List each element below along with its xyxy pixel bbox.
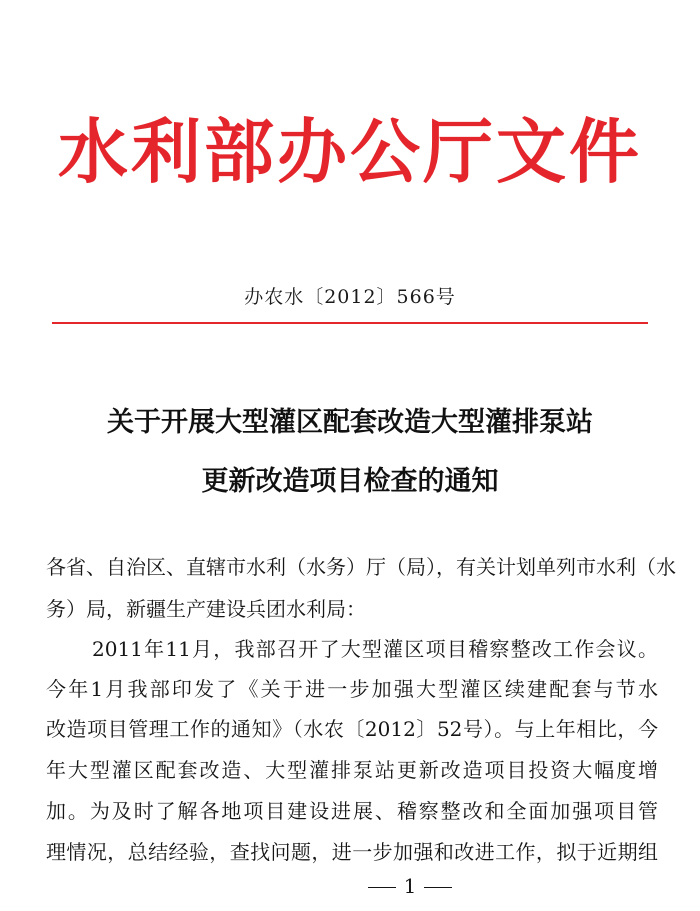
salutation-line-2: 务）局，新疆生产建设兵团水利局： <box>46 597 366 621</box>
paragraph-line-5: 加。为及时了解各地项目建设进展、稽察整改和全面加强项目管 <box>46 799 658 823</box>
paragraph-line-4: 年大型灌区配套改造、大型灌排泵站更新改造项目投资大幅度增 <box>46 758 658 782</box>
page-footer <box>0 872 700 900</box>
notice-title-line-2: 更新改造项目检查的通知 <box>201 466 499 497</box>
paragraph-line-3: 改造项目管理工作的通知》（水农〔2012〕52号）。与上年相比，今 <box>46 717 658 741</box>
page-number: 1 <box>403 874 417 898</box>
red-separator-line <box>52 322 648 324</box>
document-number: 办农水〔2012〕566号 <box>244 286 456 308</box>
salutation-line-1: 各省、自治区、直辖市水利（水务）厅（局），有关计划单列市水利（水 <box>46 555 676 579</box>
masthead-title: 水利部办公厅文件 <box>58 110 642 193</box>
notice-title-line-1: 关于开展大型灌区配套改造大型灌排泵站 <box>107 407 593 438</box>
dash-left <box>368 887 396 889</box>
dash-right <box>424 887 452 889</box>
paragraph-line-2: 今年1月我部印发了《关于进一步加强大型灌区续建配套与节水 <box>46 677 658 701</box>
paragraph-line-1: 2011年11月，我部召开了大型灌区项目稽察整改工作会议。 <box>92 637 658 661</box>
paragraph-line-6: 理情况，总结经验，查找问题，进一步加强和改进工作，拟于近期组 <box>46 840 658 864</box>
